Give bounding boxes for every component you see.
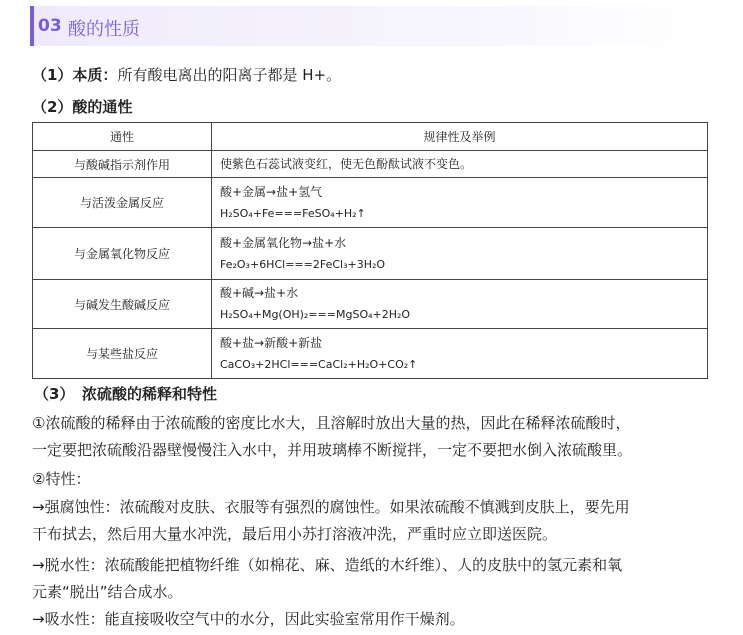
sulfuric-acid-heading: （3） 浓硫酸的稀释和特性 [34, 385, 217, 403]
properties-label: ②特性： [32, 470, 91, 488]
row-content [212, 228, 708, 280]
row-name: 与酸碱指示剂作用 [33, 151, 212, 178]
corrosive-paragraph [32, 494, 712, 548]
table-row [33, 280, 708, 329]
paragraph-line: →吸水性：能直接吸收空气中的水分，因此实验室常用作干燥剂。 [32, 610, 465, 628]
table-row [33, 329, 708, 379]
row-line: 使紫色石蕊试液变红，使无色酚酞试液不变色。 [220, 157, 473, 171]
row-name: 与活泼金属反应 [33, 178, 212, 228]
row-content [212, 329, 708, 379]
row-equation: H₂SO₄+Mg(OH)₂===MgSO₄+2H₂O [220, 308, 411, 321]
table-row [33, 228, 708, 280]
row-line: 酸+碱→盐+水 [220, 286, 299, 300]
table-header-row [33, 123, 708, 151]
general-properties-heading: （2）酸的通性 [32, 98, 133, 116]
row-line: 酸+金属→盐+氢气 [220, 184, 323, 199]
row-name: 与金属氧化物反应 [33, 228, 212, 280]
row-line: 酸+金属氧化物→盐+水 [220, 235, 347, 250]
section-title: 酸的性质 [68, 19, 140, 40]
row-equation: Fe₂O₃+6HCl===2FeCl₃+3H₂O [220, 257, 386, 271]
section-number: 03 [38, 16, 62, 36]
row-content [212, 178, 708, 228]
row-line: 酸+盐→新酸+新盐 [220, 335, 323, 350]
table-header-examples: 规律性及举例 [212, 123, 708, 151]
row-content [212, 151, 708, 178]
hygroscopic-paragraph [32, 606, 712, 633]
acid-properties-table [32, 122, 708, 379]
row-equation: CaCO₃+2HCl===CaCl₂+H₂O+CO₂↑ [220, 357, 418, 371]
table-row [33, 178, 708, 228]
essence-label: （1）本质： [32, 66, 118, 84]
row-name: 与某些盐反应 [33, 329, 212, 379]
paragraph-line: 元素“脱出”结合成水。 [32, 583, 183, 601]
paragraph-line: →强腐蚀性：浓硫酸对皮肤、衣服等有强烈的腐蚀性。如果浓硫酸不慎溅到皮肤上，要先用 [32, 498, 630, 516]
table-header-property: 通性 [33, 123, 212, 151]
section-header [30, 6, 710, 46]
row-content [212, 280, 708, 329]
essence-text: 所有酸电离出的阳离子都是 H+。 [117, 66, 342, 84]
paragraph-line: ①浓硫酸的稀释由于浓硫酸的密度比水大，且溶解时放出大量的热，因此在稀释浓硫酸时， [32, 414, 631, 432]
essence-paragraph [32, 64, 341, 85]
paragraph-line: 干布拭去，然后用大量水冲洗，最后用小苏打溶液冲洗，严重时应立即送医院。 [32, 525, 558, 543]
row-equation: H₂SO₄+Fe===FeSO₄+H₂↑ [220, 206, 366, 220]
dehydrating-paragraph [32, 552, 712, 606]
row-name: 与碱发生酸碱反应 [33, 280, 212, 329]
dilution-paragraph [32, 410, 712, 464]
paragraph-line: 一定要把浓硫酸沿器壁慢慢注入水中，并用玻璃棒不断搅拌，一定不要把水倒入浓硫酸里。 [32, 441, 633, 459]
paragraph-line: →脱水性：浓硫酸能把植物纤维（如棉花、麻、造纸的木纤维）、人的皮肤中的氢元素和氧 [32, 556, 623, 574]
table-row [33, 151, 708, 178]
